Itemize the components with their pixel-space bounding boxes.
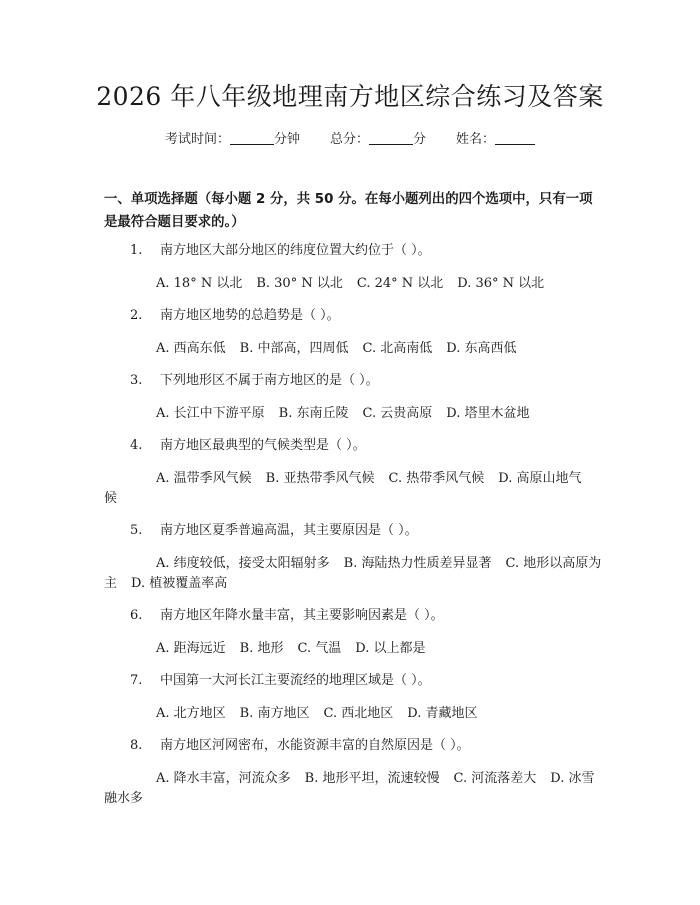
option-a: A. 降水丰富，河流众多 xyxy=(156,771,291,786)
option-b: B. 地形 xyxy=(239,641,284,656)
question-options xyxy=(104,639,604,659)
question-stem xyxy=(104,521,604,541)
option-c: C. 气温 xyxy=(297,641,342,656)
option-d: D. 植被覆盖率高 xyxy=(131,576,228,591)
option-d: D. 东高西低 xyxy=(446,341,517,356)
option-b: B. 南方地区 xyxy=(239,706,310,721)
question-item xyxy=(104,606,604,659)
exam-time-blank xyxy=(230,130,274,145)
question-text: 中国第一大河长江主要流经的地理区域是（ ）。 xyxy=(160,673,431,688)
question-options xyxy=(104,554,604,594)
section-heading: 一、单项选择题（每小题 2 分，共 50 分。在每小题列出的四个选项中，只有一项是最符合题目要求的。） xyxy=(104,192,593,230)
question-options xyxy=(104,274,604,294)
option-a: A. 18° N 以北 xyxy=(156,276,243,291)
total-score-blank xyxy=(369,130,413,145)
question-text: 南方地区夏季普遍高温，其主要原因是（ ）。 xyxy=(160,523,418,538)
option-c: C. 地形以高原为主 xyxy=(104,556,602,591)
option-d: D. 冰雪融水多 xyxy=(104,771,595,806)
question-options xyxy=(104,339,604,359)
option-d: D. 以上都是 xyxy=(355,641,426,656)
question-number: 3. xyxy=(130,373,143,388)
total-score-unit: 分 xyxy=(413,132,427,147)
option-a: A. 纬度较低，接受太阳辐射多 xyxy=(156,556,330,571)
option-b: B. 中部高，四周低 xyxy=(239,341,349,356)
question-number: 2. xyxy=(130,308,143,323)
question-number: 6. xyxy=(130,608,143,623)
question-stem xyxy=(104,371,604,391)
question-item xyxy=(104,241,604,294)
option-a: A. 西高东低 xyxy=(156,341,226,356)
question-text: 南方地区大部分地区的纬度位置大约位于（ ）。 xyxy=(160,243,431,258)
option-b: B. 海陆热力性质差异显著 xyxy=(343,556,492,571)
question-options xyxy=(104,769,604,809)
option-d: D. 36° N 以北 xyxy=(457,276,545,291)
question-stem xyxy=(104,606,604,626)
question-text: 下列地形区不属于南方地区的是（ ）。 xyxy=(160,373,379,388)
question-number: 1. xyxy=(130,243,143,258)
question-text: 南方地区河网密布，水能资源丰富的自然原因是（ ）。 xyxy=(160,738,470,753)
question-number: 7. xyxy=(130,673,143,688)
exam-info-line xyxy=(0,130,700,150)
option-d: D. 高原山地气候 xyxy=(104,471,582,506)
question-options xyxy=(104,404,604,424)
option-b: B. 东南丘陵 xyxy=(278,406,349,421)
question-options xyxy=(104,469,604,509)
question-list xyxy=(104,241,604,809)
question-item xyxy=(104,436,604,509)
option-b: B. 地形平坦，流速较慢 xyxy=(304,771,440,786)
option-c: C. 热带季风气候 xyxy=(388,471,485,486)
student-name-label: 姓名： xyxy=(456,132,496,147)
option-a: A. 北方地区 xyxy=(156,706,226,721)
question-stem xyxy=(104,436,604,456)
exam-time-unit: 分钟 xyxy=(273,132,300,147)
question-item xyxy=(104,736,604,809)
option-d: D. 塔里木盆地 xyxy=(446,406,530,421)
question-stem xyxy=(104,306,604,326)
option-b: B. 亚热带季风气候 xyxy=(265,471,375,486)
question-number: 4. xyxy=(130,438,143,453)
option-a: A. 距海远近 xyxy=(156,641,226,656)
option-d: D. 青藏地区 xyxy=(407,706,478,721)
question-text: 南方地区年降水量丰富，其主要影响因素是（ ）。 xyxy=(160,608,444,623)
question-stem xyxy=(104,736,604,756)
question-stem xyxy=(104,671,604,691)
option-c: C. 云贵高原 xyxy=(362,406,433,421)
question-options xyxy=(104,704,604,724)
question-text: 南方地区最典型的气候类型是（ ）。 xyxy=(160,438,366,453)
question-number: 5. xyxy=(130,523,143,538)
question-item xyxy=(104,371,604,424)
question-text: 南方地区地势的总趋势是（ ）。 xyxy=(160,308,340,323)
question-stem xyxy=(104,241,604,261)
option-b: B. 30° N 以北 xyxy=(256,276,343,291)
question-item xyxy=(104,671,604,724)
option-c: C. 北高南低 xyxy=(362,341,433,356)
exam-time-label: 考试时间： xyxy=(164,132,230,147)
page-title: 2026 年八年级地理南方地区综合练习及答案 xyxy=(96,82,604,111)
option-a: A. 温带季风气候 xyxy=(156,471,252,486)
question-item xyxy=(104,521,604,594)
option-c: C. 河流落差大 xyxy=(453,771,537,786)
option-c: C. 24° N 以北 xyxy=(356,276,444,291)
student-name-blank xyxy=(495,130,535,145)
question-number: 8. xyxy=(130,738,143,753)
option-a: A. 长江中下游平原 xyxy=(156,406,265,421)
option-c: C. 西北地区 xyxy=(323,706,394,721)
question-item xyxy=(104,306,604,359)
total-score-label: 总分： xyxy=(329,132,369,147)
